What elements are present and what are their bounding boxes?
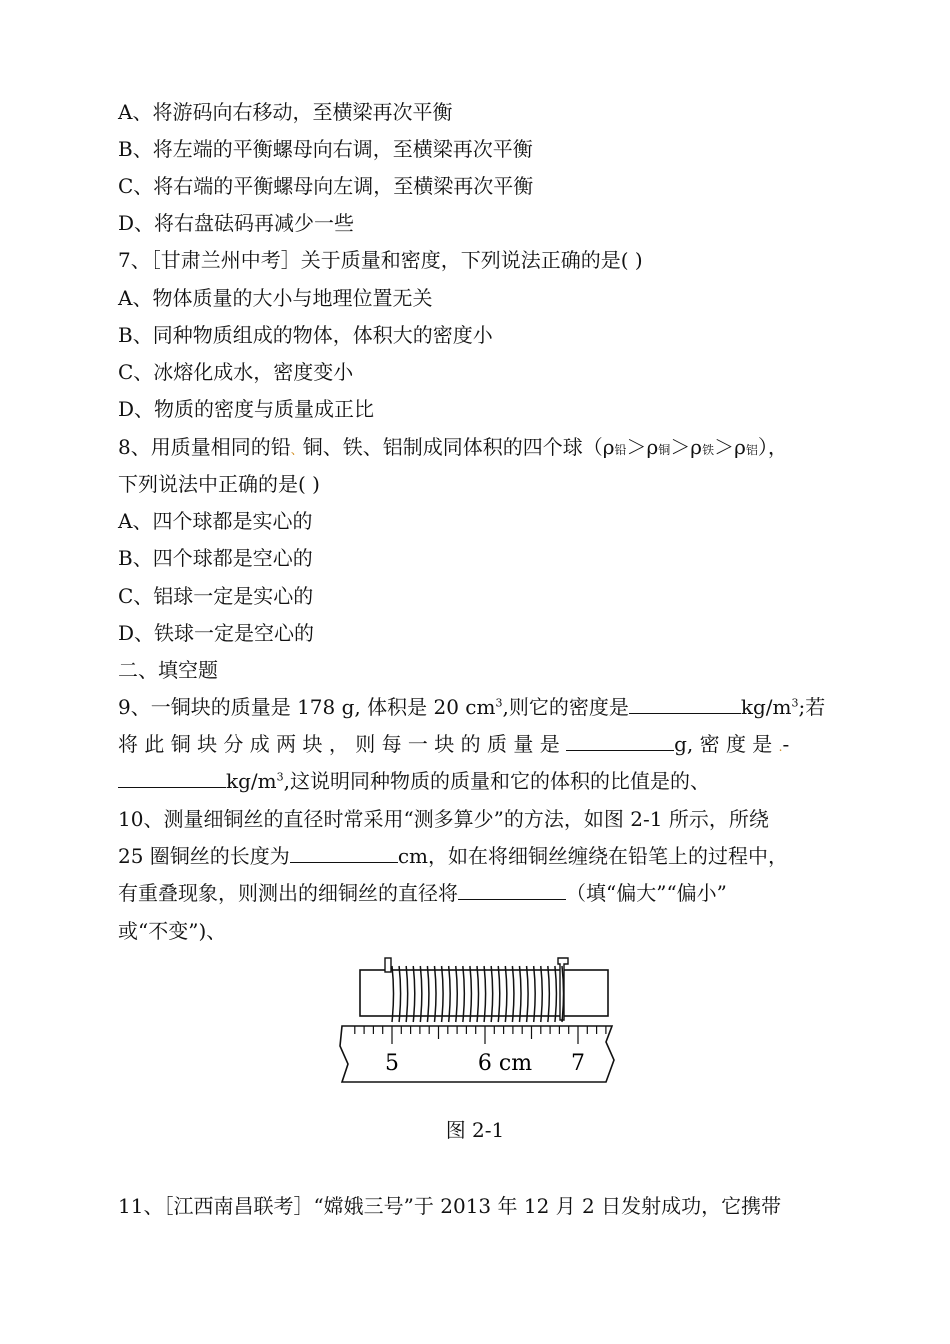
q9-unit-1: kg/m [740, 695, 792, 719]
q8-separator: 、 [322, 435, 343, 459]
q9-sup-2: 3 [791, 696, 799, 710]
option-7c: C、冰熔化成水，密度变小 [118, 360, 354, 384]
question-8-cont: 下列说法中正确的是( ) [118, 472, 320, 496]
option-8c: C、铝球一定是实心的 [118, 584, 314, 608]
question-9-line2 [118, 731, 838, 760]
q9-dash: - [782, 732, 790, 756]
question-10-line4: 或“不变”)、 [118, 919, 227, 943]
option-6a: A、将游码向右移动，至横梁再次平衡 [118, 100, 453, 124]
q10-text-a: 25 圈铜丝的长度为 [118, 844, 290, 868]
option-6d: D、将右盘砝码再减少一些 [118, 211, 355, 235]
q9-text-b: ,则它的密度是 [502, 695, 629, 719]
question-8 [118, 434, 838, 463]
tick-label-6: 6 cm [477, 1051, 533, 1076]
density-blank[interactable] [629, 695, 741, 714]
ruler-coil-figure [330, 950, 620, 1090]
rho-lead-subscript: 铅 [614, 443, 627, 457]
length-blank[interactable] [290, 844, 398, 863]
q10-text-d: （填“偏大”“偏小” [566, 881, 727, 905]
question-11: 11、［江西南昌联考］“嫦娥三号”于 2013 年 12 月 2 日发射成功，它携带 [118, 1194, 782, 1218]
question-10-line3 [118, 880, 838, 906]
option-7a: A、物体质量的大小与地理位置无关 [118, 286, 433, 310]
option-7d: D、物质的密度与质量成正比 [118, 397, 375, 421]
density-half-blank[interactable] [118, 769, 226, 788]
option-8d: D、铁球一定是空心的 [118, 621, 315, 645]
section-heading-fill-in: 二、填空题 [118, 658, 218, 682]
q8-end: ）， [757, 435, 788, 459]
q9-text-d: ;若 [798, 695, 826, 719]
diameter-blank[interactable] [458, 881, 566, 900]
q9-text-h: ,这说明同种物质的质量和它的体积的比值是的、 [283, 769, 710, 793]
mass-blank[interactable] [566, 732, 674, 751]
q9-mark: . [778, 740, 783, 754]
q9-sup-1: 3 [495, 696, 503, 710]
q8-text-a: 8、用质量相同的铅 [118, 435, 291, 459]
q9-text-e: 将 此 铜 块 分 成 两 块 ， 则 每 一 块 的 质 量 是 [118, 732, 560, 756]
q8-gt-3: ＞ρ [714, 435, 746, 459]
rho-iron-subscript: 铁 [702, 443, 715, 457]
rho-copper-subscript: 铜 [658, 443, 671, 457]
question-10: 10、测量细铜丝的直径时常采用“测多算少”的方法，如图 2-1 所示，所绕 [118, 807, 769, 831]
option-6c: C、将右端的平衡螺母向左调，至横梁再次平衡 [118, 174, 534, 198]
option-8b: B、四个球都是空心的 [118, 546, 313, 570]
q10-text-c: 有重叠现象，则测出的细铜丝的直径将 [118, 881, 458, 905]
q9-sup-3: 3 [276, 770, 284, 784]
q10-text-b: cm，如在将细铜丝缠绕在铅笔上的过程中， [397, 844, 788, 868]
tick-label-7: 7 [571, 1051, 585, 1076]
option-8a: A、四个球都是实心的 [118, 509, 313, 533]
q9-text-a: 9、一铜块的质量是 178 g, 体积是 20 cm [118, 695, 496, 719]
q8-text-c: 铁、铝制成同体积的四个球（ρ [342, 435, 615, 459]
wire-end-left [385, 958, 391, 972]
q8-gt-1: ＞ρ [626, 435, 659, 459]
q8-mark: 、 [290, 443, 303, 457]
question-9-line3 [118, 768, 838, 794]
question-7: 7、［甘肃兰州中考］关于质量和密度，下列说法正确的是( ) [118, 248, 643, 272]
q8-gt-2: ＞ρ [670, 435, 703, 459]
question-10-line2 [118, 843, 838, 869]
figure-caption: 图 2-1 [445, 1118, 505, 1142]
option-6b: B、将左端的平衡螺母向右调，至横梁再次平衡 [118, 137, 533, 161]
ruler [340, 1026, 614, 1082]
rho-aluminum-subscript: 铝 [745, 443, 758, 457]
pencil [360, 970, 608, 1016]
question-9 [118, 694, 838, 720]
option-7b: B、同种物质组成的物体，体积大的密度小 [118, 323, 493, 347]
q9-unit-2: kg/m [226, 769, 277, 793]
q9-text-f: g, 密 度 是 [674, 732, 773, 756]
q8-text-b: 铜 [302, 435, 323, 459]
tick-label-5: 5 [385, 1051, 399, 1076]
